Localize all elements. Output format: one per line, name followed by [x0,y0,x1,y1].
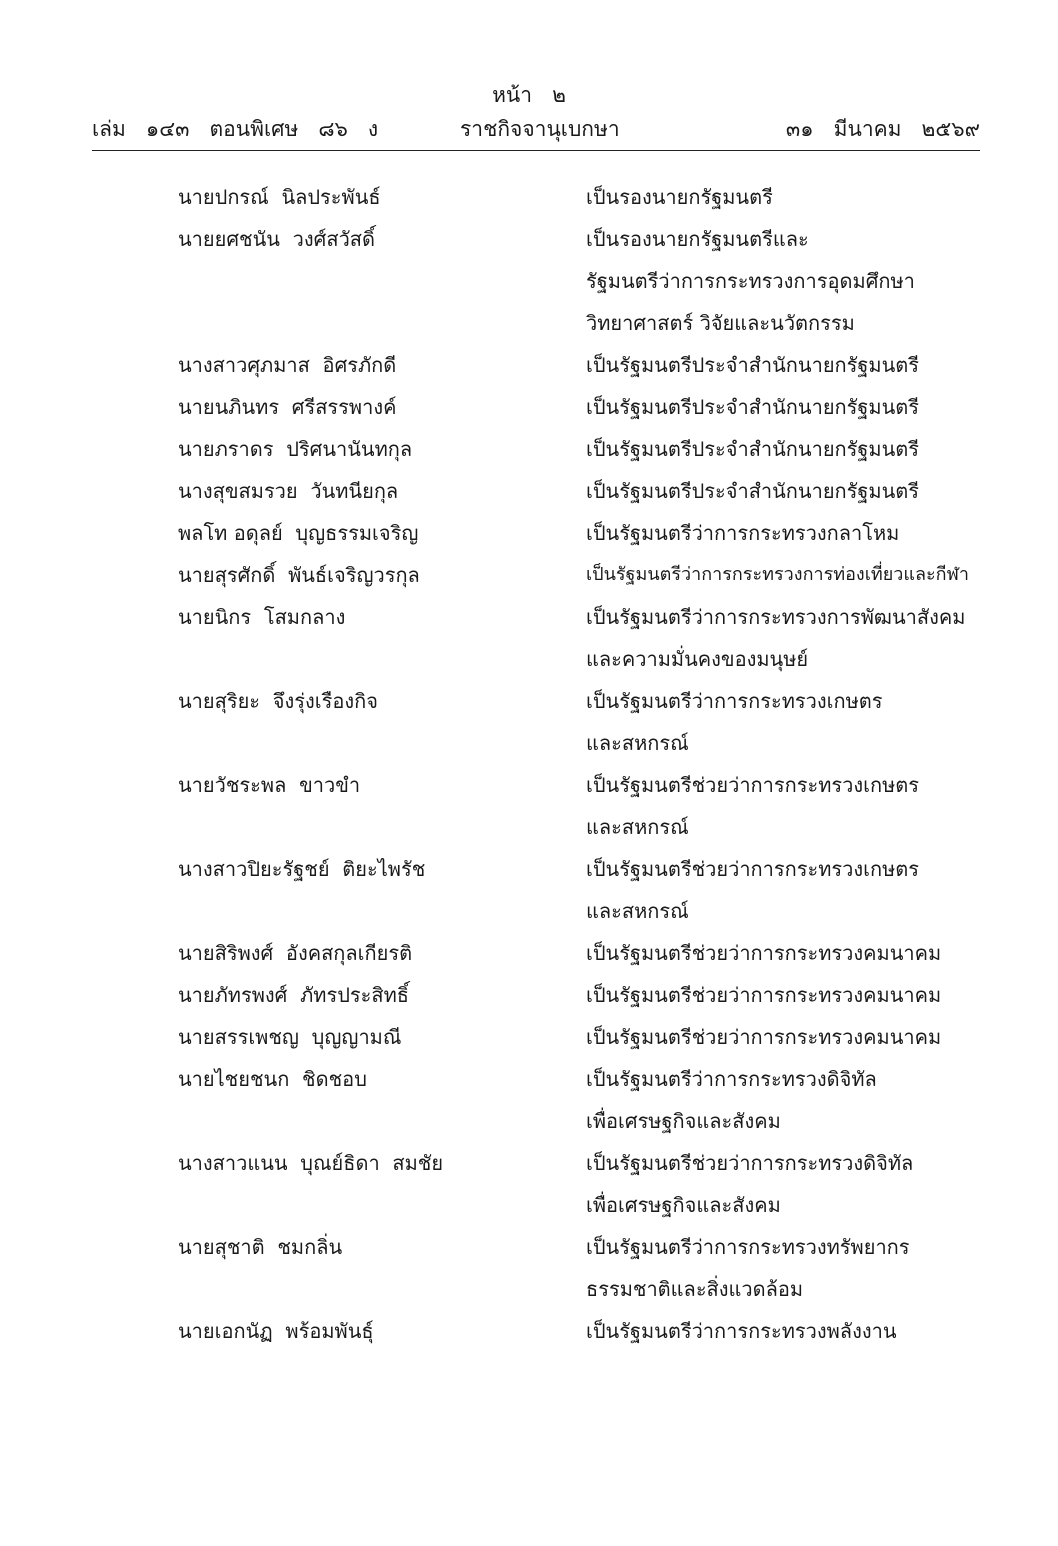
minister-position [586,1016,978,1058]
position-line: เป็นรัฐมนตรีช่วยว่าการกระทรวงคมนาคม [586,983,942,1007]
position-line: เป็นรัฐมนตรีช่วยว่าการกระทรวงเกษตร [586,773,920,797]
minister-name: นายสรรเพชญ บุญญามณี [178,1025,402,1049]
position-line: เป็นรัฐมนตรีประจำสำนักนายกรัฐมนตรี [586,479,920,503]
position-line: เป็นรัฐมนตรีช่วยว่าการกระทรวงเกษตร [586,857,920,881]
minister-name: นายวัชระพล ขาวขำ [178,773,361,797]
position-line: เป็นรัฐมนตรีว่าการกระทรวงเกษตร [586,689,883,713]
minister-position [586,974,978,1016]
position-line: รัฐมนตรีว่าการกระทรวงการอุดมศึกษา [586,269,915,293]
minister-position [586,176,978,218]
minister-position [586,344,978,386]
minister-entry [178,974,978,1016]
gazette-header [92,114,980,144]
minister-position [586,1310,978,1352]
minister-entry [178,680,978,764]
minister-entry [178,1226,978,1310]
position-line: เป็นรัฐมนตรีประจำสำนักนายกรัฐมนตรี [586,353,920,377]
position-line: เป็นรัฐมนตรีว่าการกระทรวงการพัฒนาสังคม [586,605,966,629]
position-line: และสหกรณ์ [586,899,689,923]
minister-entry [178,428,978,470]
minister-entry [178,470,978,512]
minister-position [586,470,978,512]
minister-position [586,764,978,848]
minister-name: นางสาวปิยะรัฐชย์ ติยะไพรัช [178,857,426,881]
minister-position [586,428,978,470]
gazette-title: ราชกิจจานุเบกษา [460,117,620,141]
minister-entry [178,218,978,344]
minister-name: นายสุรศักดิ์ พันธ์เจริญวรกุล [178,563,420,587]
minister-name: นายภราดร ปริศนานันทกุล [178,437,413,461]
position-line: และสหกรณ์ [586,731,689,755]
minister-position [586,932,978,974]
minister-entry [178,512,978,554]
position-line: วิทยาศาสตร์ วิจัยและนวัตกรรม [586,311,855,335]
minister-position [586,1226,978,1310]
minister-entry [178,386,978,428]
minister-position [586,680,978,764]
minister-name: นายสุริยะ จึงรุ่งเรืองกิจ [178,689,378,713]
minister-entry [178,764,978,848]
minister-name: นางสาวแนน บุณย์ธิดา สมชัย [178,1151,444,1175]
minister-position [586,218,978,344]
minister-entry [178,1016,978,1058]
minister-position [586,596,978,680]
position-line: เป็นรองนายกรัฐมนตรี [586,185,773,209]
minister-entry [178,344,978,386]
position-line: เป็นรัฐมนตรีช่วยว่าการกระทรวงคมนาคม [586,1025,942,1049]
minister-name: นายสิริพงศ์ อังคสกุลเกียรติ [178,941,413,965]
minister-position [586,1142,978,1226]
minister-name: นายยศชนัน วงศ์สวัสดิ์ [178,227,375,251]
minister-position [586,386,978,428]
minister-list [178,176,978,1352]
position-line: เป็นรัฐมนตรีว่าการกระทรวงพลังงาน [586,1319,897,1343]
position-line: ธรรมชาติและสิ่งแวดล้อม [586,1277,804,1301]
position-line: เป็นรัฐมนตรีว่าการกระทรวงทรัพยากร [586,1235,910,1259]
position-line: เป็นรัฐมนตรีว่าการกระทรวงกลาโหม [586,521,900,545]
minister-name: นางสาวศุภมาส อิศรภักดี [178,353,397,377]
minister-position [586,1058,978,1142]
minister-entry [178,554,978,596]
minister-entry [178,1310,978,1352]
minister-name: นายสุชาติ ชมกลิ่น [178,1235,343,1259]
minister-name: นายนิกร โสมกลาง [178,605,346,629]
header-divider [92,150,980,151]
position-line: เป็นรัฐมนตรีว่าการกระทรวงดิจิทัล [586,1067,877,1091]
minister-entry [178,932,978,974]
minister-entry [178,176,978,218]
minister-position [586,848,978,932]
position-line: เป็นรัฐมนตรีประจำสำนักนายกรัฐมนตรี [586,395,920,419]
publication-date: ๓๑ มีนาคม ๒๕๖๙ [785,117,980,141]
minister-name: นายปกรณ์ นิลประพันธ์ [178,185,381,209]
minister-entry [178,1058,978,1142]
position-line: เพื่อเศรษฐกิจและสังคม [586,1109,781,1133]
minister-position [586,512,978,554]
position-line: เพื่อเศรษฐกิจและสังคม [586,1193,781,1217]
minister-name: พลโท อดุลย์ บุญธรรมเจริญ [178,521,419,545]
minister-name: นางสุขสมรวย วันทนียกุล [178,479,399,503]
minister-entry [178,596,978,680]
position-line: เป็นรัฐมนตรีประจำสำนักนายกรัฐมนตรี [586,437,920,461]
minister-name: นายภัทรพงศ์ ภัทรประสิทธิ์ [178,983,409,1007]
minister-name: นายนภินทร ศรีสรรพางค์ [178,395,397,419]
position-line: เป็นรัฐมนตรีช่วยว่าการกระทรวงดิจิทัล [586,1151,914,1175]
position-line: เป็นรัฐมนตรีว่าการกระทรวงการท่องเที่ยวและกีฬา [586,564,969,585]
position-line: และสหกรณ์ [586,815,689,839]
minister-entry [178,1142,978,1226]
minister-name: นายไชยชนก ชิดชอบ [178,1067,367,1091]
page-number: หน้า ๒ [492,83,566,107]
position-line: และความมั่นคงของมนุษย์ [586,647,809,671]
minister-entry [178,848,978,932]
position-line: เป็นรองนายกรัฐมนตรีและ [586,227,809,251]
minister-name: นายเอกนัฏ พร้อมพันธุ์ [178,1319,374,1343]
minister-position [586,554,978,596]
position-line: เป็นรัฐมนตรีช่วยว่าการกระทรวงคมนาคม [586,941,942,965]
volume-issue: เล่ม ๑๔๓ ตอนพิเศษ ๘๖ ง [92,117,379,141]
